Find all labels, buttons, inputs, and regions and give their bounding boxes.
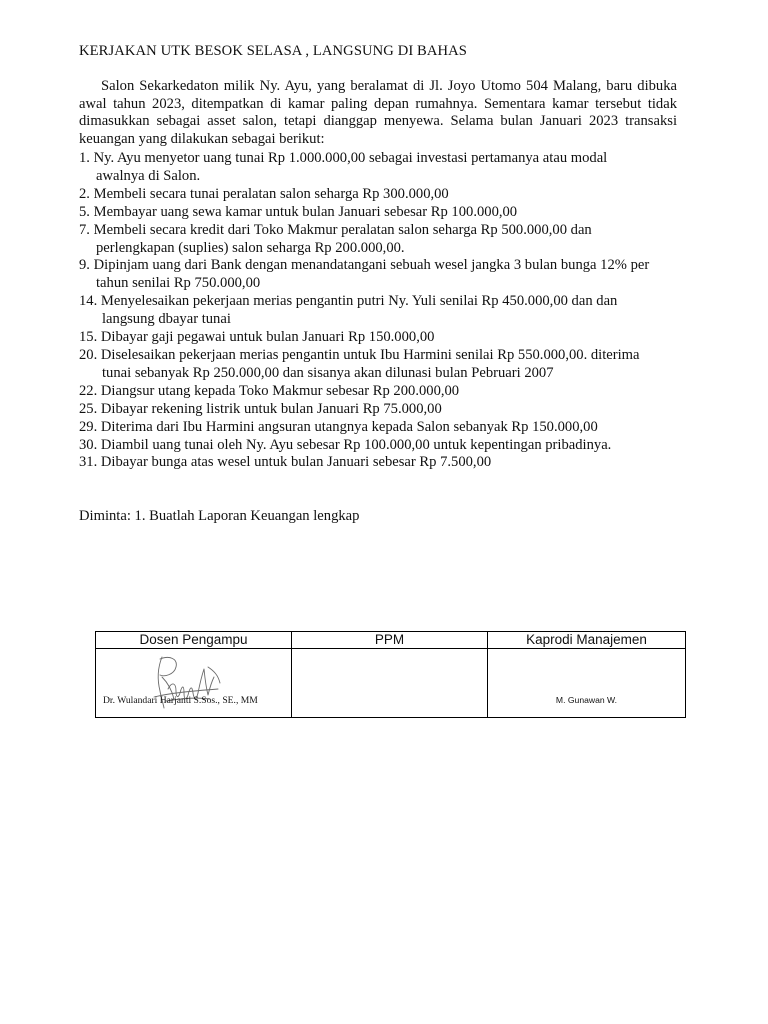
transaction-continuation: tahun senilai Rp 750.000,00 <box>96 275 261 292</box>
signature-table-row <box>96 649 686 718</box>
signature-cell-ppm <box>292 649 488 718</box>
header-lecturer: Dosen Pengampu <box>96 632 292 649</box>
transaction-text: 7. Membeli secara kredit dari Toko Makmur peralatan salon seharga Rp 500.000,00 dan <box>79 221 592 238</box>
list-item <box>79 454 689 472</box>
header-head-of-program: Kaprodi Manajemen <box>488 632 686 649</box>
head-of-program-signer-name: M. Gunawan W. <box>555 695 618 705</box>
signature-cell-head-of-program <box>488 649 686 718</box>
transaction-continuation: perlengkapan (suplies) salon seharga Rp 200.000,00. <box>96 239 405 256</box>
transaction-list <box>79 150 689 472</box>
transaction-continuation: langsung dbayar tunai <box>102 311 231 328</box>
transaction-text: 9. Dipinjam uang dari Bank dengan menandatangani sebuah wesel jangka 3 bulan bunga 12% per <box>79 257 650 274</box>
transaction-text: 2. Membeli secara tunai peralatan salon seharga Rp 300.000,00 <box>79 185 449 202</box>
list-item <box>79 293 689 329</box>
transaction-text: 5. Membayar uang sewa kamar untuk bulan Januari sebesar Rp 100.000,00 <box>79 203 518 220</box>
transaction-text: 25. Dibayar rekening listrik untuk bulan Januari Rp 75.000,00 <box>79 400 442 417</box>
transaction-continuation: awalnya di Salon. <box>96 167 201 184</box>
transaction-text: 22. Diangsur utang kepada Toko Makmur sebesar Rp 200.000,00 <box>79 382 460 399</box>
list-item <box>79 150 689 186</box>
list-item <box>79 257 689 293</box>
list-item <box>79 383 689 401</box>
list-item <box>79 222 689 258</box>
list-item <box>79 419 689 437</box>
list-item <box>79 347 689 383</box>
transaction-text: 14. Menyelesaikan pekerjaan merias pengantin putri Ny. Yuli senilai Rp 450.000,00 dan dan <box>79 293 618 310</box>
list-item <box>79 329 689 347</box>
transaction-text: 20. Diselesaikan pekerjaan merias pengantin untuk Ibu Harmini senilai Rp 550.000,00. diterima <box>79 346 640 363</box>
transaction-text: 1. Ny. Ayu menyetor uang tunai Rp 1.000.000,00 sebagai investasi pertamanya atau modal <box>79 150 608 166</box>
list-item <box>79 204 689 222</box>
transaction-text: 31. Dibayar bunga atas wesel untuk bulan Januari sebesar Rp 7.500,00 <box>79 454 492 471</box>
signature-table-header-row <box>96 632 686 649</box>
transaction-text: 30. Diambil uang tunai oleh Ny. Ayu sebesar Rp 100.000,00 untuk kepentingan pribadinya. <box>79 436 612 453</box>
header-ppm: PPM <box>292 632 488 649</box>
list-item <box>79 186 689 204</box>
transaction-continuation: tunai sebanyak Rp 250.000,00 dan sisanya akan dilunasi bulan Pebruari 2007 <box>102 364 554 381</box>
transaction-text: 29. Diterima dari Ibu Harmini angsuran utangnya kepada Salon sebanyak Rp 150.000,00 <box>79 418 598 435</box>
list-item <box>79 401 689 419</box>
list-item <box>79 437 689 455</box>
signature-table <box>95 631 686 718</box>
task-request: Diminta: 1. Buatlah Laporan Keuangan lengkap <box>79 508 360 524</box>
signature-cell-lecturer <box>96 649 292 718</box>
case-description: Salon Sekarkedaton milik Ny. Ayu, yang beralamat di Jl. Joyo Utomo 504 Malang, baru dibuka awal tahun 2023, ditempatkan di kamar paling depan rumahnya. Sementara kamar tersebut tidak dimasukkan sebagai asset salon, tetapi dianggap menyewa. Selama bulan Januari 2023 transaksi keuangan yang dilakukan sebagai berikut: <box>79 78 677 147</box>
lecturer-signer-name: Dr. Wulandari Harjanti S.Sos., SE., MM <box>103 695 258 706</box>
assignment-heading: KERJAKAN UTK BESOK SELASA , LANGSUNG DI BAHAS <box>79 43 468 59</box>
transaction-text: 15. Dibayar gaji pegawai untuk bulan Januari Rp 150.000,00 <box>79 329 435 346</box>
